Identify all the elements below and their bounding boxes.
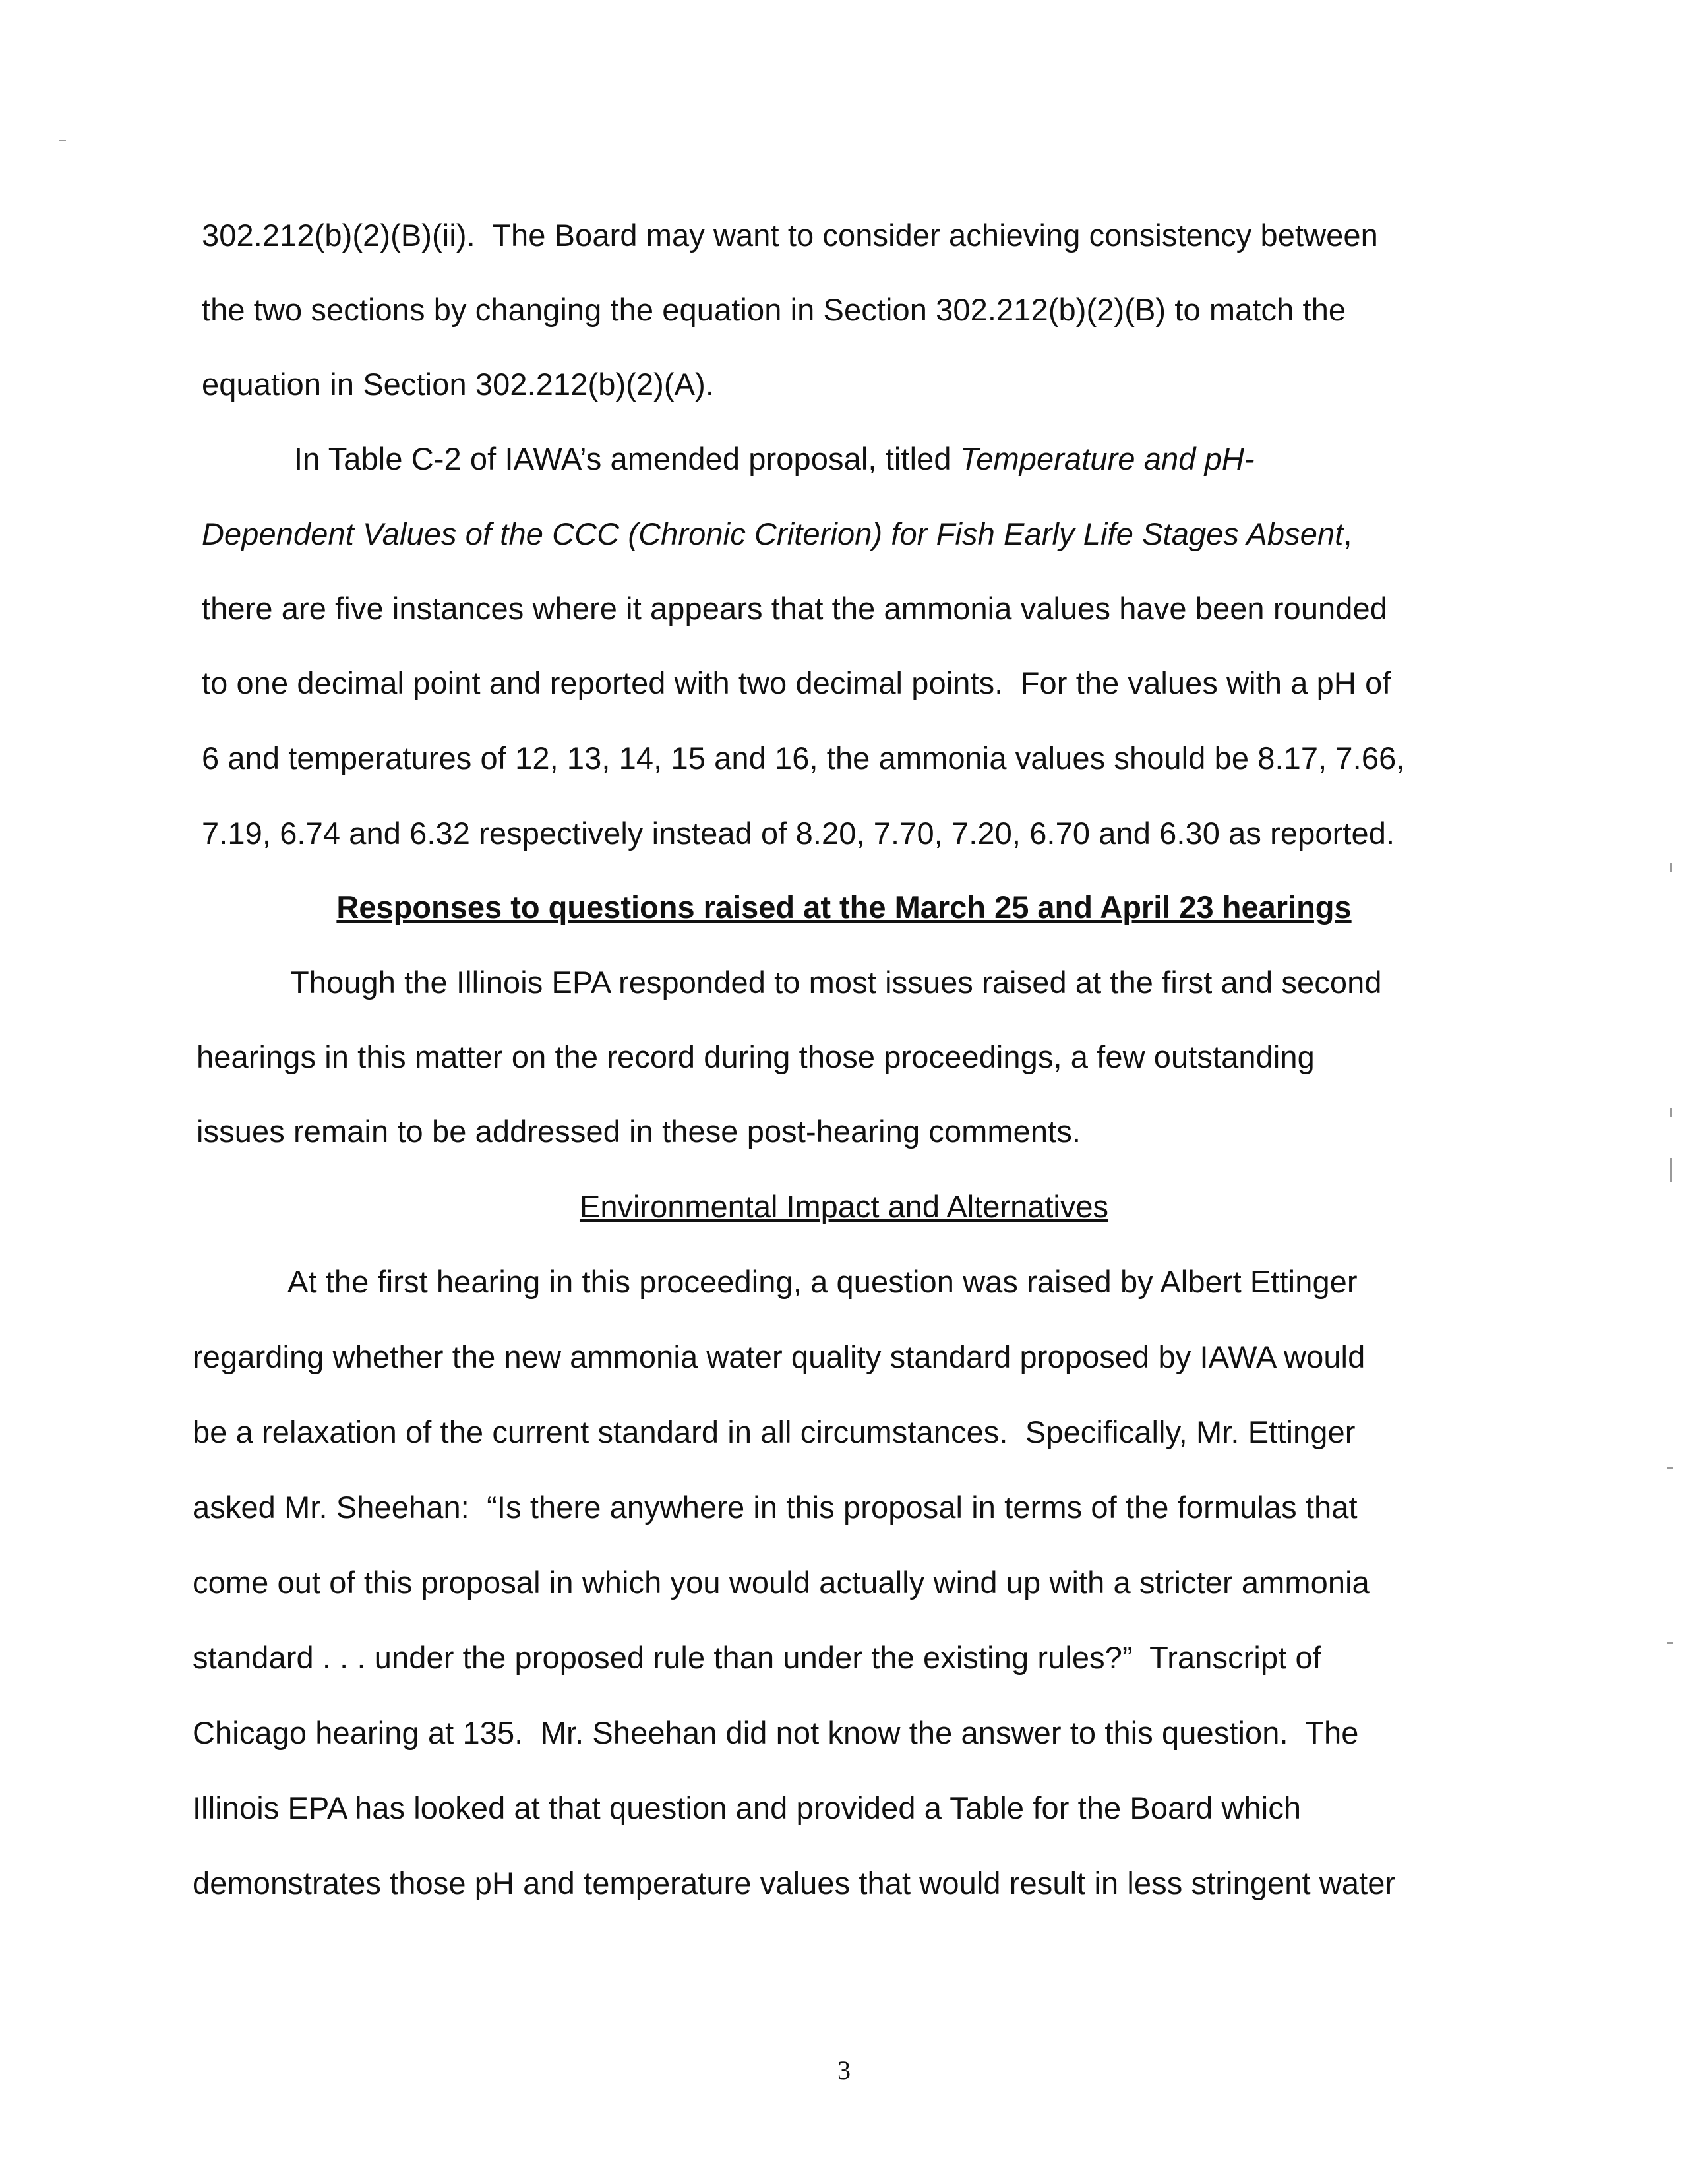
body-line: Though the Illinois EPA responded to most issues raised at the first and second xyxy=(290,965,1382,1000)
body-line: demonstrates those pH and temperature values that would result in less stringent water xyxy=(193,1866,1396,1900)
body-line: 6 and temperatures of 12, 13, 14, 15 and 16, the ammonia values should be 8.17, 7.66, xyxy=(202,741,1405,775)
body-line: regarding whether the new ammonia water quality standard proposed by IAWA would xyxy=(193,1339,1366,1374)
body-line: asked Mr. Sheehan: “Is there anywhere in this proposal in terms of the formulas that xyxy=(193,1490,1358,1525)
body-line: to one decimal point and reported with two decimal points. For the values with a pH of xyxy=(202,665,1391,700)
body-line: 7.19, 6.74 and 6.32 respectively instead of 8.20, 7.70, 7.20, 6.70 and 6.30 as reported. xyxy=(202,816,1395,851)
body-line: Dependent Values of the CCC (Chronic Criterion) for Fish Early Life Stages Absent, xyxy=(202,516,1352,551)
section-heading: Responses to questions raised at the March 25 and April 23 hearings xyxy=(336,890,1352,925)
table-title-italic: Temperature and pH- xyxy=(959,441,1255,476)
body-line: At the first hearing in this proceeding, a question was raised by Albert Ettinger xyxy=(287,1264,1358,1299)
scan-mark xyxy=(1667,1467,1673,1469)
scan-mark xyxy=(59,140,66,141)
body-line: the two sections by changing the equation in Section 302.212(b)(2)(B) to match the xyxy=(202,292,1346,327)
body-line: standard . . . under the proposed rule than under the existing rules?” Transcript of xyxy=(193,1640,1321,1675)
page-number: 3 xyxy=(837,2055,851,2085)
body-line: Chicago hearing at 135. Mr. Sheehan did not know the answer to this question. The xyxy=(193,1715,1359,1750)
body-line: issues remain to be addressed in these post-hearing comments. xyxy=(196,1114,1081,1149)
body-line: hearings in this matter on the record during those proceedings, a few outstanding xyxy=(196,1039,1315,1074)
body-line: be a relaxation of the current standard in all circumstances. Specifically, Mr. Ettinger xyxy=(193,1414,1356,1449)
body-line: 302.212(b)(2)(B)(ii). The Board may want to consider achieving consistency between xyxy=(202,218,1378,253)
body-line: equation in Section 302.212(b)(2)(A). xyxy=(202,367,715,402)
subsection-heading: Environmental Impact and Alternatives xyxy=(579,1189,1109,1224)
body-line: Illinois EPA has looked at that question and provided a Table for the Board which xyxy=(193,1790,1302,1825)
scan-mark xyxy=(1670,863,1672,872)
body-line: come out of this proposal in which you would actually wind up with a stricter ammonia xyxy=(193,1565,1370,1600)
body-line: In Table C-2 of IAWA’s amended proposal, titled Temperature and pH- xyxy=(294,441,1255,476)
table-title-italic: Dependent Values of the CCC (Chronic Criterion) for Fish Early Life Stages Absent xyxy=(202,516,1344,551)
body-line: there are five instances where it appears that the ammonia values have been rounded xyxy=(202,591,1388,626)
scan-mark xyxy=(1670,1158,1672,1182)
